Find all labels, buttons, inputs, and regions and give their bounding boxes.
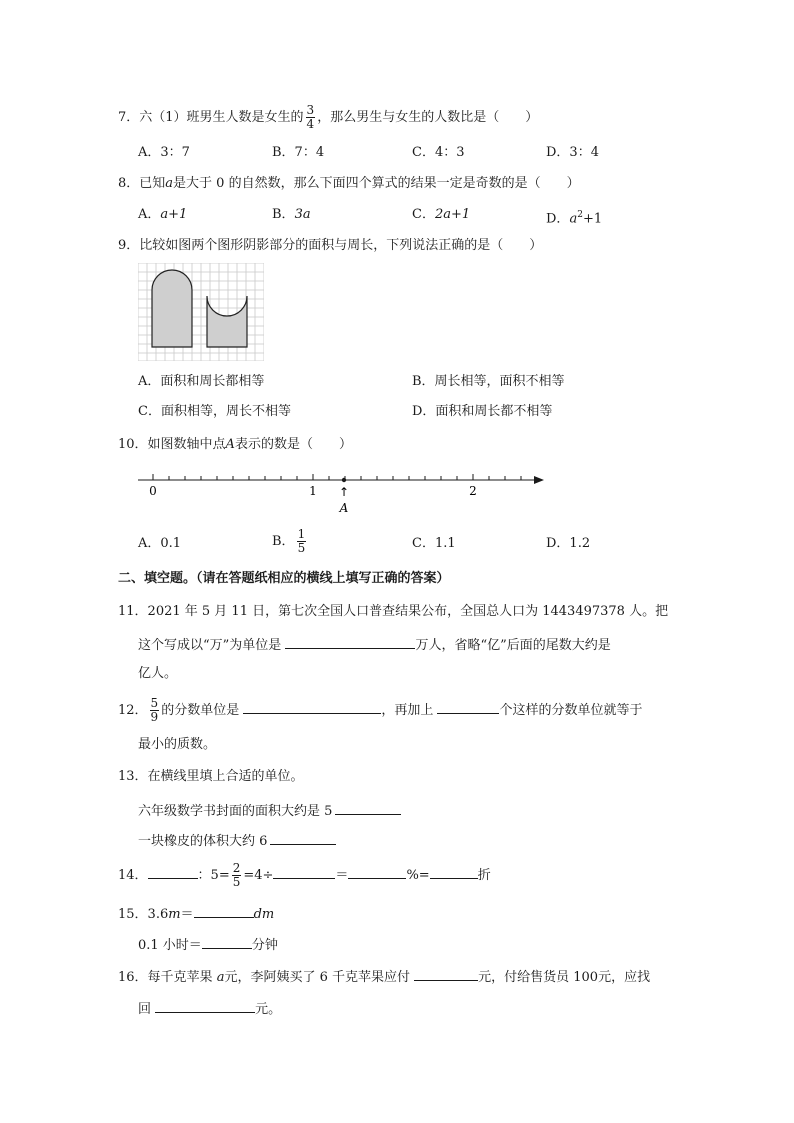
q14-blank-3[interactable]	[348, 864, 406, 879]
q11-line-1: 11．2021 年 5 月 11 日，第七次全国人口普查结果公布，全国总人口为 1443497378 人。把	[118, 604, 669, 619]
q11-line-2: 这个写成以“万”为单位是 万人，省略“亿”后面的尾数大约是	[138, 634, 611, 656]
tick-label-2: 2	[469, 484, 477, 498]
question-9-stem: 9．比较如图两个图形阴影部分的面积与周长，下列说法正确的是（ ）	[118, 238, 543, 253]
point-a-label: A	[339, 501, 349, 515]
q16-blank-2[interactable]	[155, 998, 255, 1013]
q12-blank-1[interactable]	[243, 699, 381, 714]
q11-line-3: 亿人。	[138, 666, 178, 681]
q7-option-a[interactable]: A．3：7	[138, 145, 190, 160]
q10-option-a[interactable]: A．0.1	[138, 536, 182, 551]
point-a-arrow: ↑	[338, 485, 350, 499]
q9-option-c[interactable]: C．面积相等，周长不相等	[138, 404, 291, 419]
q12-blank-2[interactable]	[437, 699, 499, 714]
axis-ticks	[153, 474, 521, 480]
q13-blank-1[interactable]	[335, 800, 401, 815]
question-8-stem	[118, 174, 580, 194]
axis-arrowhead	[534, 476, 544, 484]
q12-line-2: 最小的质数。	[138, 737, 217, 752]
q13-item-1: 六年级数学书封面的面积大约是 5	[138, 800, 401, 822]
question-10-stem: 10．如图数轴中点A表示的数是（ ）	[118, 437, 352, 452]
q14-blank-1[interactable]	[148, 864, 198, 879]
tick-label-1: 1	[309, 484, 317, 498]
q13-stem: 13．在横线里填上合适的单位。	[118, 769, 304, 784]
q10-option-c[interactable]: C．1.1	[412, 536, 456, 551]
q8-option-d[interactable]: D．$a^2+1$	[546, 210, 603, 227]
q13-blank-2[interactable]	[270, 830, 336, 845]
q10-number-line	[130, 466, 550, 520]
q7-suffix: ，那么男生与女生的人数比是（ ）	[317, 110, 539, 125]
q16-line-2: 回 元。	[138, 998, 281, 1020]
q12-line-1: 12． $\frac{5}{9}$ 的分数单位是 ，再加上 个这样的分数单位就等于	[118, 696, 643, 724]
q10-option-b[interactable]: B． $\frac{1}{5}$	[272, 527, 306, 555]
q15-line-2: 0.1 小时＝ 分钟	[138, 934, 278, 956]
q15-blank-1[interactable]	[194, 903, 254, 918]
section-2-title: 二、填空题。（请在答题纸相应的横线上填写正确的答案）	[118, 571, 450, 586]
q7-option-b[interactable]: B．7：4	[272, 145, 325, 160]
q7-prefix: 7．六（1）班男生人数是女生的	[118, 110, 304, 125]
q8-var: a	[165, 176, 174, 191]
q8-post: 是大于 0 的自然数，那么下面四个算式的结果一定是奇数的是（ ）	[173, 176, 580, 191]
q14-line: 14． ：5= $\frac{2}{5}$ =4÷ ＝ %= 折	[118, 861, 491, 889]
q8-pre: 8．已知	[118, 176, 166, 191]
q7-option-c[interactable]: C．4：3	[412, 145, 465, 160]
q9-option-d[interactable]: D．面积和周长都不相等	[412, 404, 553, 419]
point-a-dot	[342, 478, 346, 482]
q9-option-b[interactable]: B．周长相等，面积不相等	[412, 374, 565, 389]
q11-blank-1[interactable]	[285, 634, 415, 649]
q13-item-2: 一块橡皮的体积大约 6	[138, 830, 336, 852]
q14-fraction: $\frac{2}{5}$	[232, 861, 241, 889]
shape-arch	[152, 270, 192, 347]
q7-fraction: $\frac{3}{4}$	[306, 103, 315, 131]
q12-fraction: $\frac{5}{9}$	[150, 696, 159, 724]
q9-grid-figure	[138, 263, 264, 361]
q16-blank-1[interactable]	[414, 966, 478, 981]
q15-blank-2[interactable]	[202, 934, 252, 949]
q10-option-d[interactable]: D．1.2	[546, 536, 591, 551]
q16-line-1: 16．每千克苹果 a元，李阿姨买了 6 千克苹果应付 元，付给售货员 100元，应找	[118, 966, 650, 988]
q14-blank-4[interactable]	[430, 864, 478, 879]
q15-line-1: 15．3.6m＝ dm	[118, 903, 274, 925]
q9-option-a[interactable]: A．面积和周长都相等	[138, 374, 265, 389]
q8-option-c[interactable]: C．2a+1	[412, 207, 471, 222]
q8-option-b[interactable]: B．3a	[272, 207, 311, 222]
q7-option-d[interactable]: D．3：4	[546, 145, 599, 160]
question-7-stem	[118, 104, 538, 131]
tick-label-0: 0	[149, 484, 157, 498]
shape-notched	[207, 296, 247, 347]
q8-option-a[interactable]: A．a+1	[138, 207, 188, 222]
q14-blank-2[interactable]	[273, 864, 335, 879]
